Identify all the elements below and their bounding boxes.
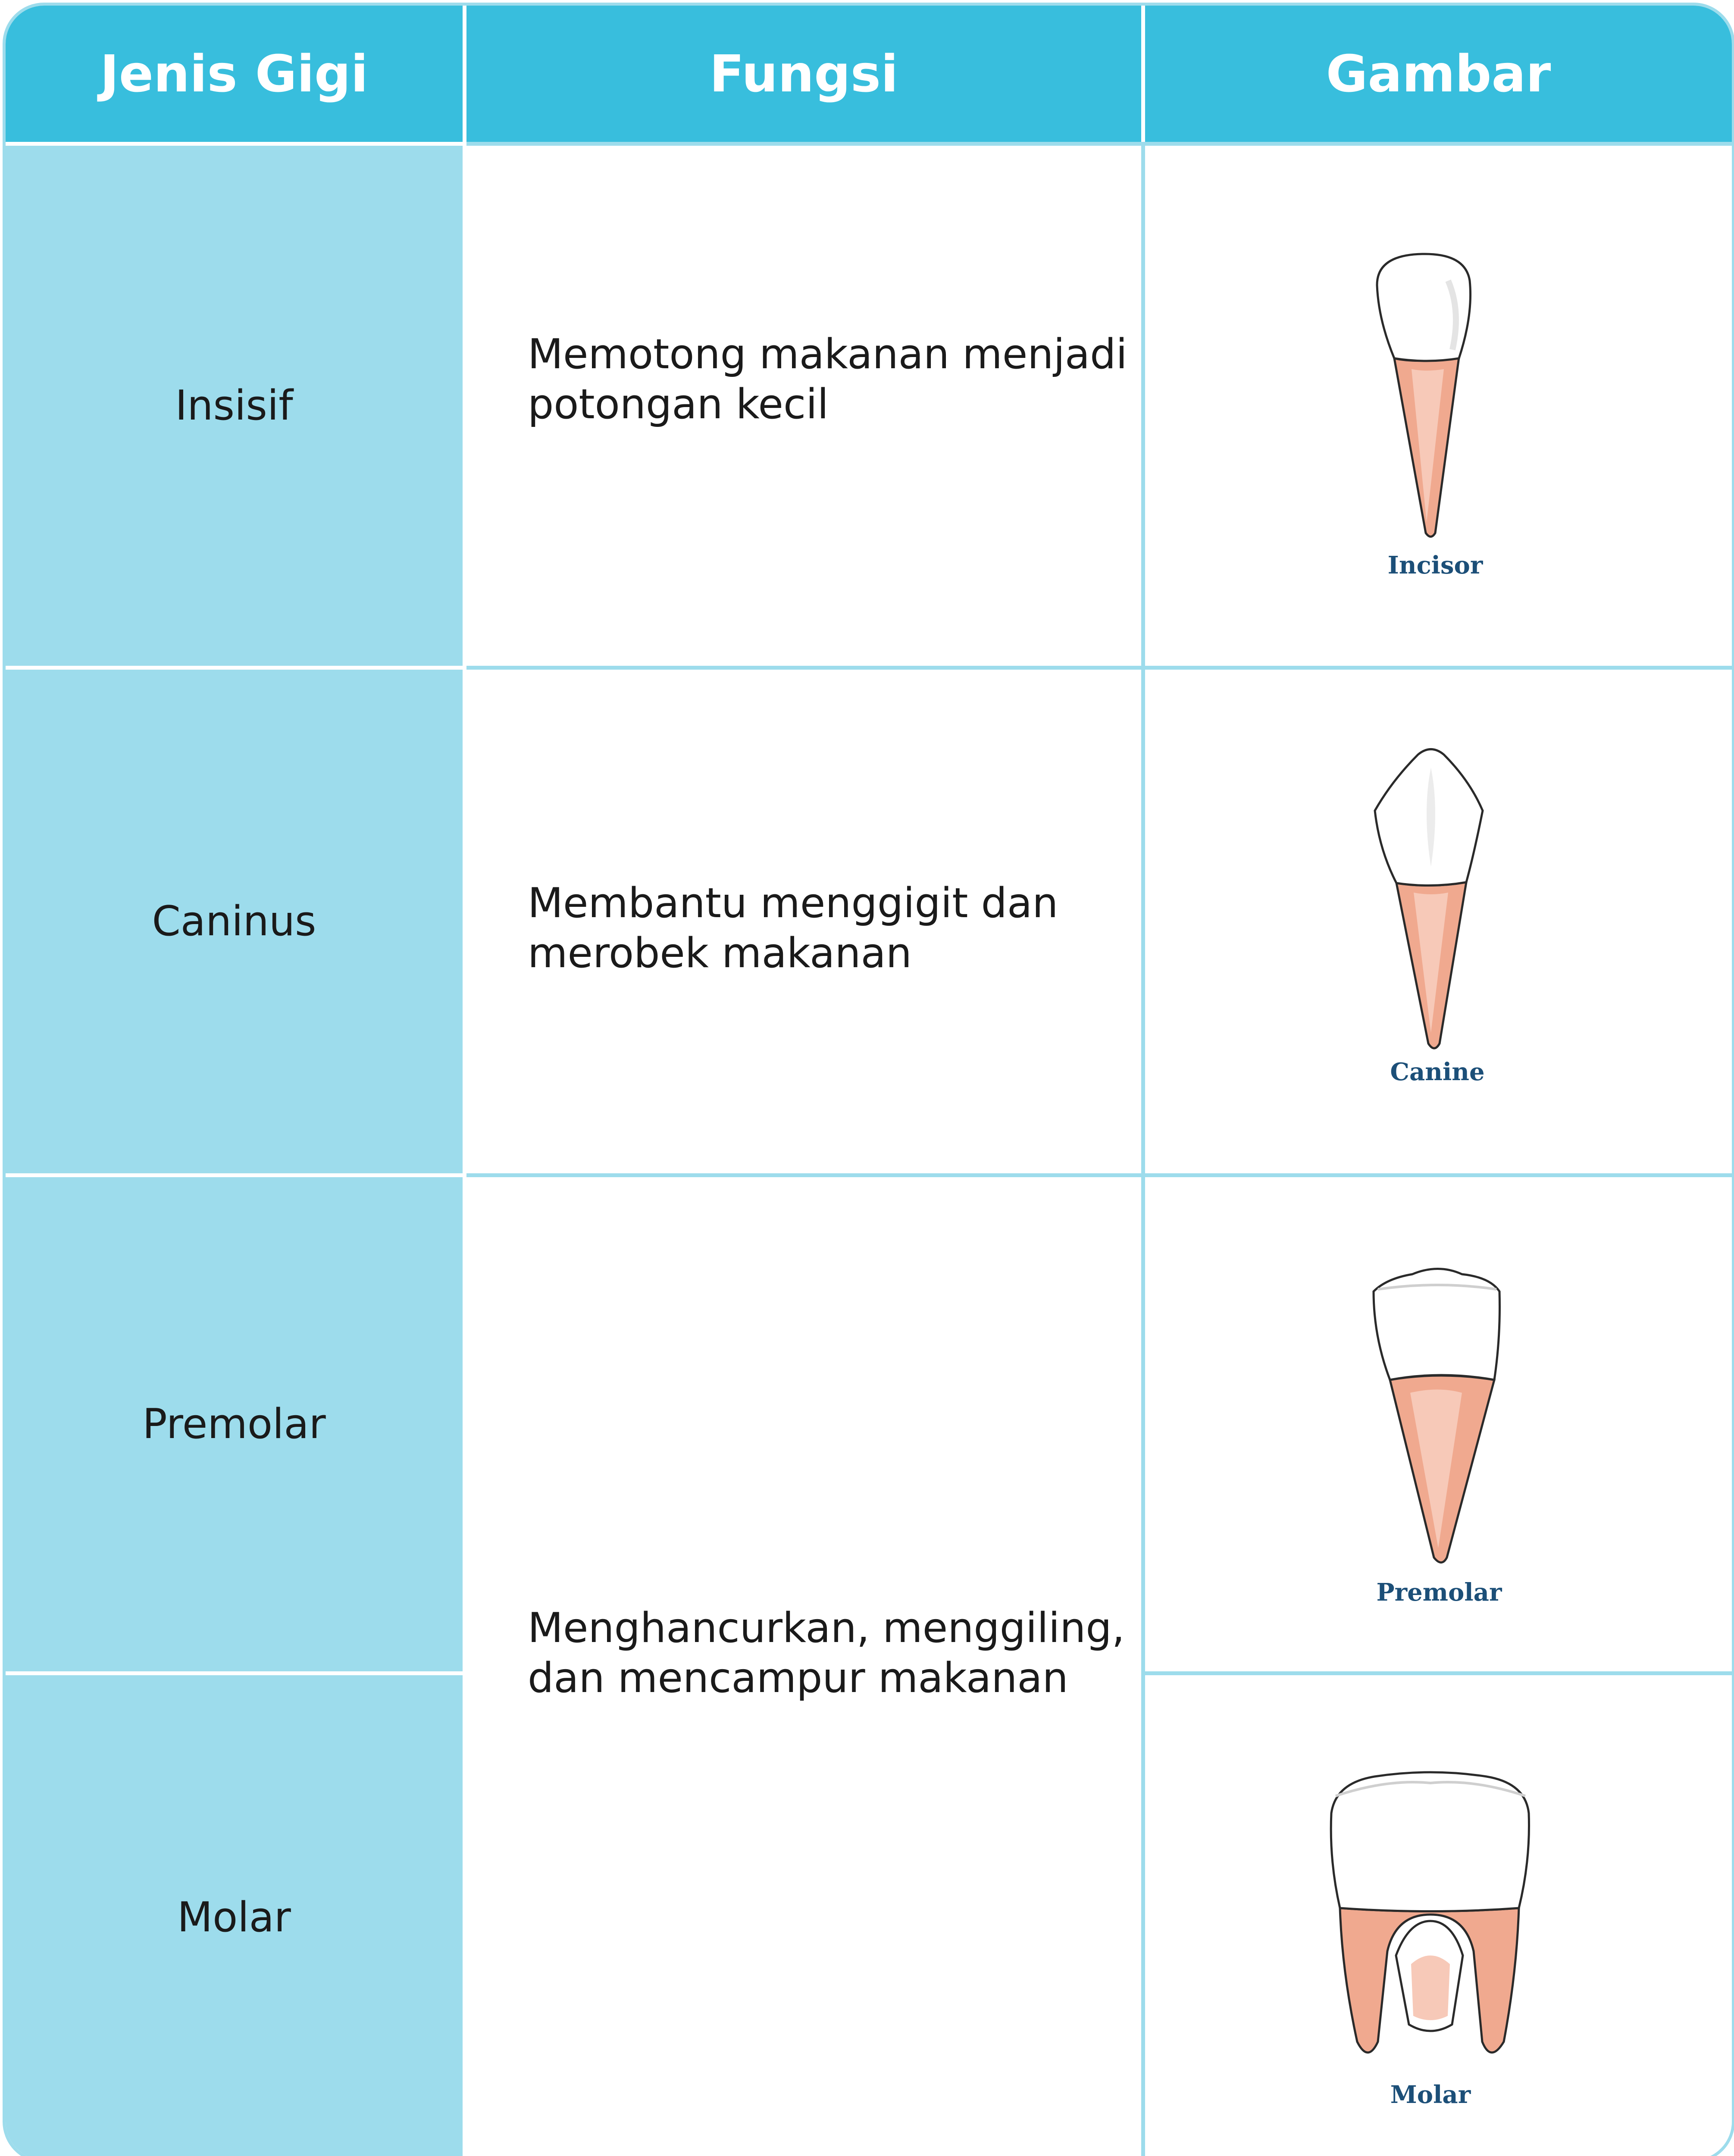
- tooth-image-label: Premolar: [1376, 1578, 1502, 1607]
- function-text-line: merobek makanan: [528, 930, 912, 977]
- row-divider: [6, 666, 466, 670]
- row-divider: [6, 1671, 466, 1675]
- tooth-image-label: Canine: [1390, 1058, 1485, 1086]
- column-divider: [463, 6, 466, 142]
- row-divider: [466, 1173, 1732, 1177]
- type-cell-premolar: [6, 1177, 463, 1671]
- type-label: Insisif: [175, 382, 293, 429]
- picture-cell-incisor: [1145, 146, 1732, 666]
- function-cell-insisif: [466, 146, 1141, 666]
- row-divider: [466, 142, 1732, 146]
- type-label: Caninus: [152, 898, 316, 945]
- type-cell-caninus: [6, 670, 463, 1173]
- premolar-tooth-icon: [1369, 1263, 1507, 1565]
- function-text-line: Menghancurkan, menggiling,: [528, 1604, 1125, 1652]
- function-text-line: potongan kecil: [528, 381, 829, 428]
- type-cell-insisif: [6, 146, 463, 666]
- canine-tooth-icon: [1371, 742, 1500, 1052]
- header-gambar: Gambar: [1145, 6, 1732, 142]
- row-divider: [466, 666, 1732, 670]
- molar-tooth-icon: [1323, 1766, 1538, 2059]
- tooth-image-label: Molar: [1390, 2081, 1471, 2109]
- column-divider: [1141, 142, 1145, 2156]
- incisor-tooth-icon: [1371, 251, 1500, 544]
- tooth-image-label: Incisor: [1387, 551, 1483, 580]
- header-fungsi: Fungsi: [466, 6, 1141, 142]
- picture-cell-premolar: [1145, 1177, 1732, 1671]
- row-divider: [6, 1173, 466, 1177]
- type-cell-molar: [6, 1675, 463, 2156]
- picture-cell-molar: [1145, 1675, 1732, 2156]
- function-text-line: Membantu menggigit dan: [528, 880, 1058, 927]
- picture-cell-canine: [1145, 670, 1732, 1173]
- teeth-table: [3, 3, 1734, 2156]
- row-divider: [6, 142, 466, 146]
- function-text-line: Memotong makanan menjadi: [528, 331, 1127, 378]
- header-jenis-gigi: Jenis Gigi: [6, 6, 463, 142]
- row-divider: [1145, 1671, 1732, 1675]
- type-label: Molar: [177, 1894, 291, 1941]
- column-divider: [1141, 6, 1145, 142]
- function-text-line: dan mencampur makanan: [528, 1655, 1068, 1702]
- function-cell-premolar-molar: [466, 1177, 1141, 2156]
- type-label: Premolar: [142, 1401, 326, 1448]
- function-cell-caninus: [466, 670, 1141, 1173]
